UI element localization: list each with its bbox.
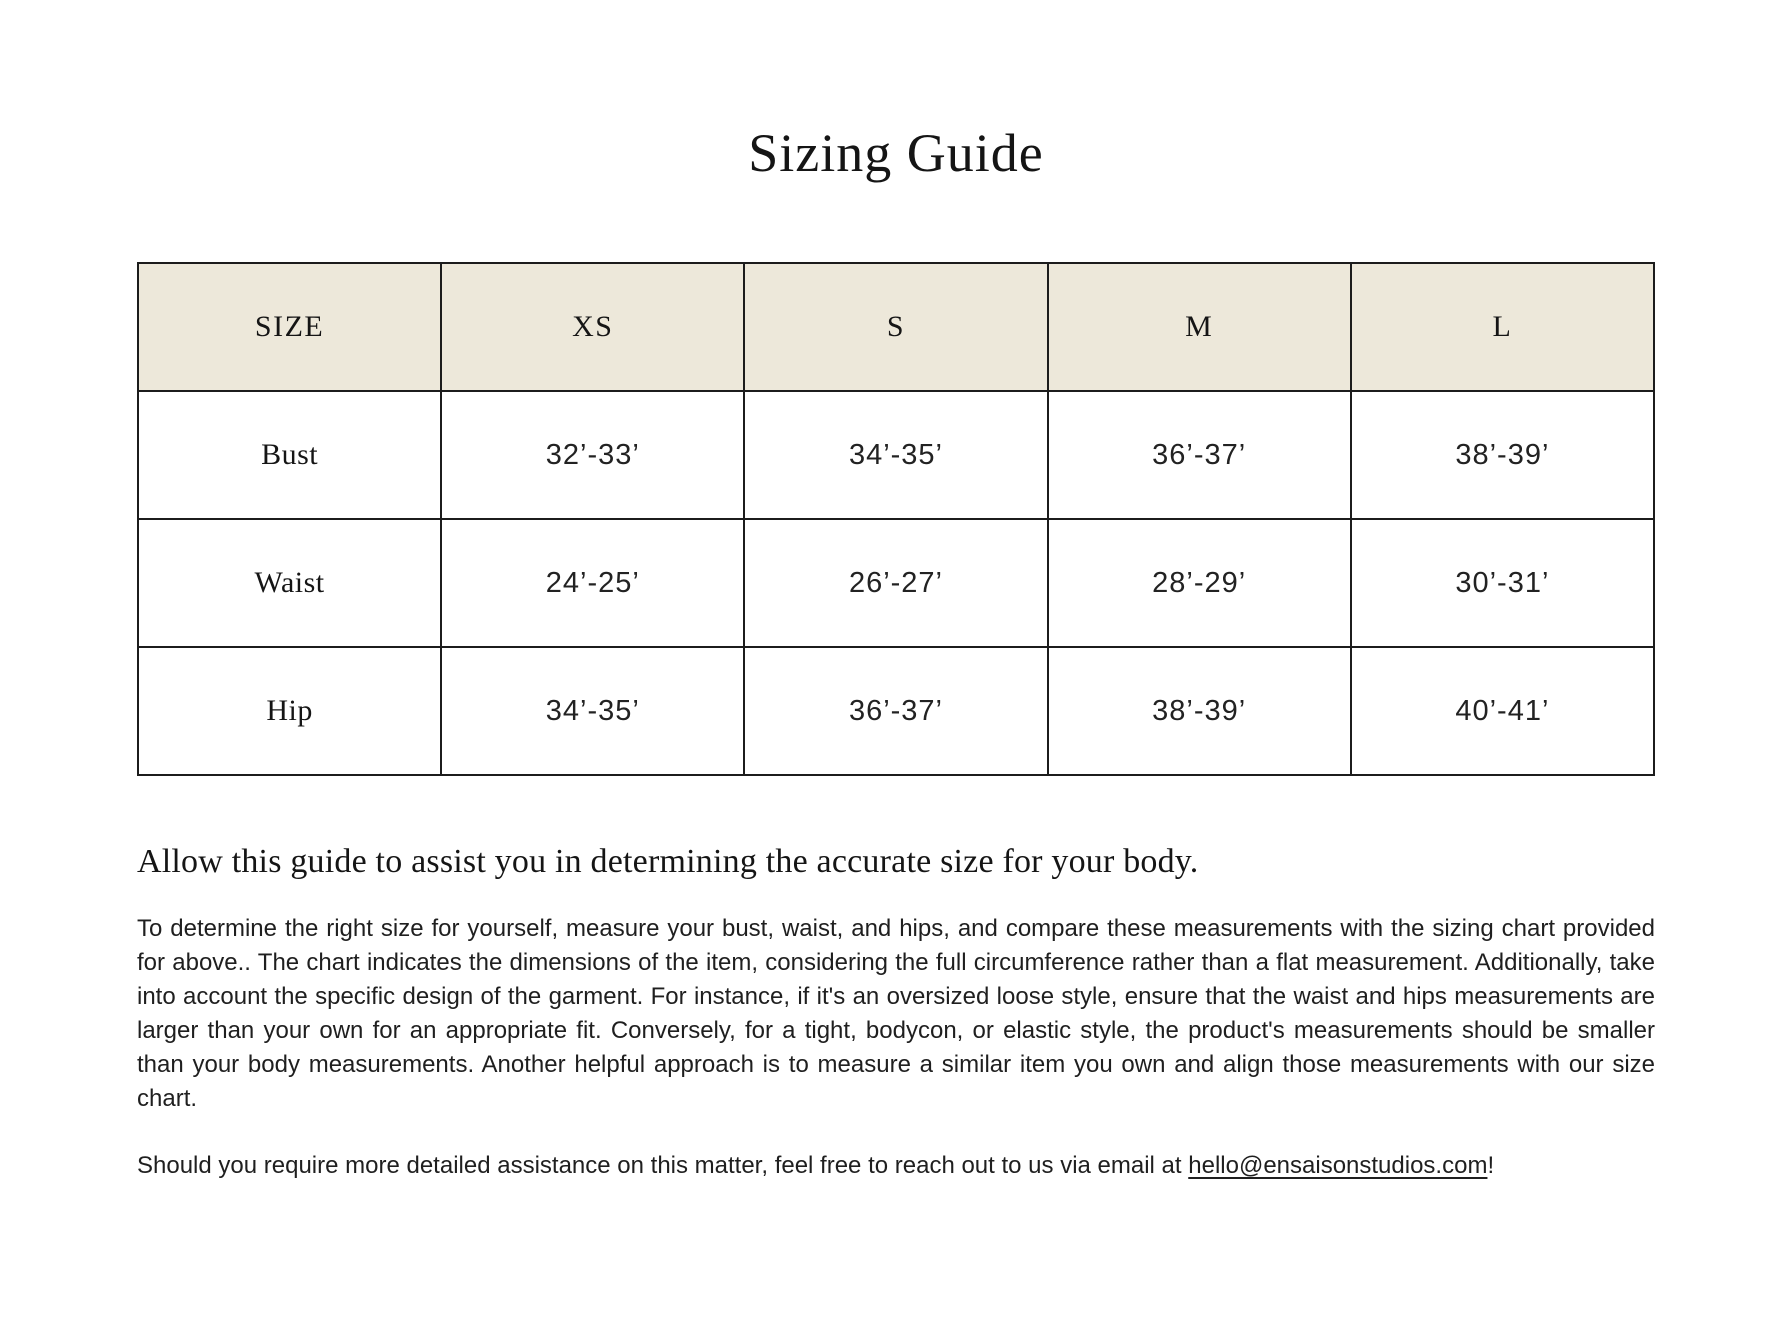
- contact-text: Should you require more detailed assistance on this matter, feel free to reach out to us via email at: [137, 1152, 1189, 1179]
- sizing-table-head: [138, 263, 1654, 391]
- measurement-cell-waist-s: 26’-27’: [744, 519, 1047, 647]
- header-cell-s: S: [744, 263, 1047, 391]
- sizing-table-body: [138, 391, 1654, 775]
- contact-line: [137, 1149, 1655, 1183]
- row-label-hip: Hip: [138, 647, 441, 775]
- header-cell-m: M: [1048, 263, 1351, 391]
- measurement-cell-hip-xs: 34’-35’: [441, 647, 744, 775]
- measurement-cell-bust-xs: 32’-33’: [441, 391, 744, 519]
- page-title: Sizing Guide: [748, 123, 1044, 183]
- table-row-hip: [138, 647, 1654, 775]
- sizing-instructions-paragraph: To determine the right size for yourself, measure your bust, waist, and hips, and compare these measurements with the sizing chart provided for above.. The chart indicates the dimensions of the item, considering the full circumference rather than a flat measurement. Additionally, take into account the specific design of the garment. For instance, if it's an oversized loose style, ensure that the waist and hips measurements are larger than your own for an appropriate fit. Conversely, for a tight, bodycon, or elastic style, the product's measurements should be smaller than your body measurements. Another helpful approach is to measure a similar item you own and align those measurements with our size chart.: [137, 915, 1655, 1112]
- measurement-cell-hip-m: 38’-39’: [1048, 647, 1351, 775]
- table-header-row: [138, 263, 1654, 391]
- guide-subtitle: Allow this guide to assist you in determining the accurate size for your body.: [137, 843, 1199, 880]
- measurement-cell-waist-xs: 24’-25’: [441, 519, 744, 647]
- measurement-cell-bust-s: 34’-35’: [744, 391, 1047, 519]
- sizing-table: [137, 262, 1655, 776]
- row-label-bust: Bust: [138, 391, 441, 519]
- measurement-cell-hip-l: 40’-41’: [1351, 647, 1654, 775]
- measurement-cell-waist-m: 28’-29’: [1048, 519, 1351, 647]
- row-label-waist: Waist: [138, 519, 441, 647]
- contact-suffix: !: [1487, 1152, 1495, 1179]
- header-cell-xs: XS: [441, 263, 744, 391]
- table-row-waist: [138, 519, 1654, 647]
- table-row-bust: [138, 391, 1654, 519]
- measurement-cell-bust-l: 38’-39’: [1351, 391, 1654, 519]
- measurement-cell-waist-l: 30’-31’: [1351, 519, 1654, 647]
- measurement-cell-bust-m: 36’-37’: [1048, 391, 1351, 519]
- header-cell-size: SIZE: [138, 263, 441, 391]
- measurement-cell-hip-s: 36’-37’: [744, 647, 1047, 775]
- header-cell-l: L: [1351, 263, 1654, 391]
- contact-email-link[interactable]: hello@ensaisonstudios.com: [1188, 1152, 1488, 1179]
